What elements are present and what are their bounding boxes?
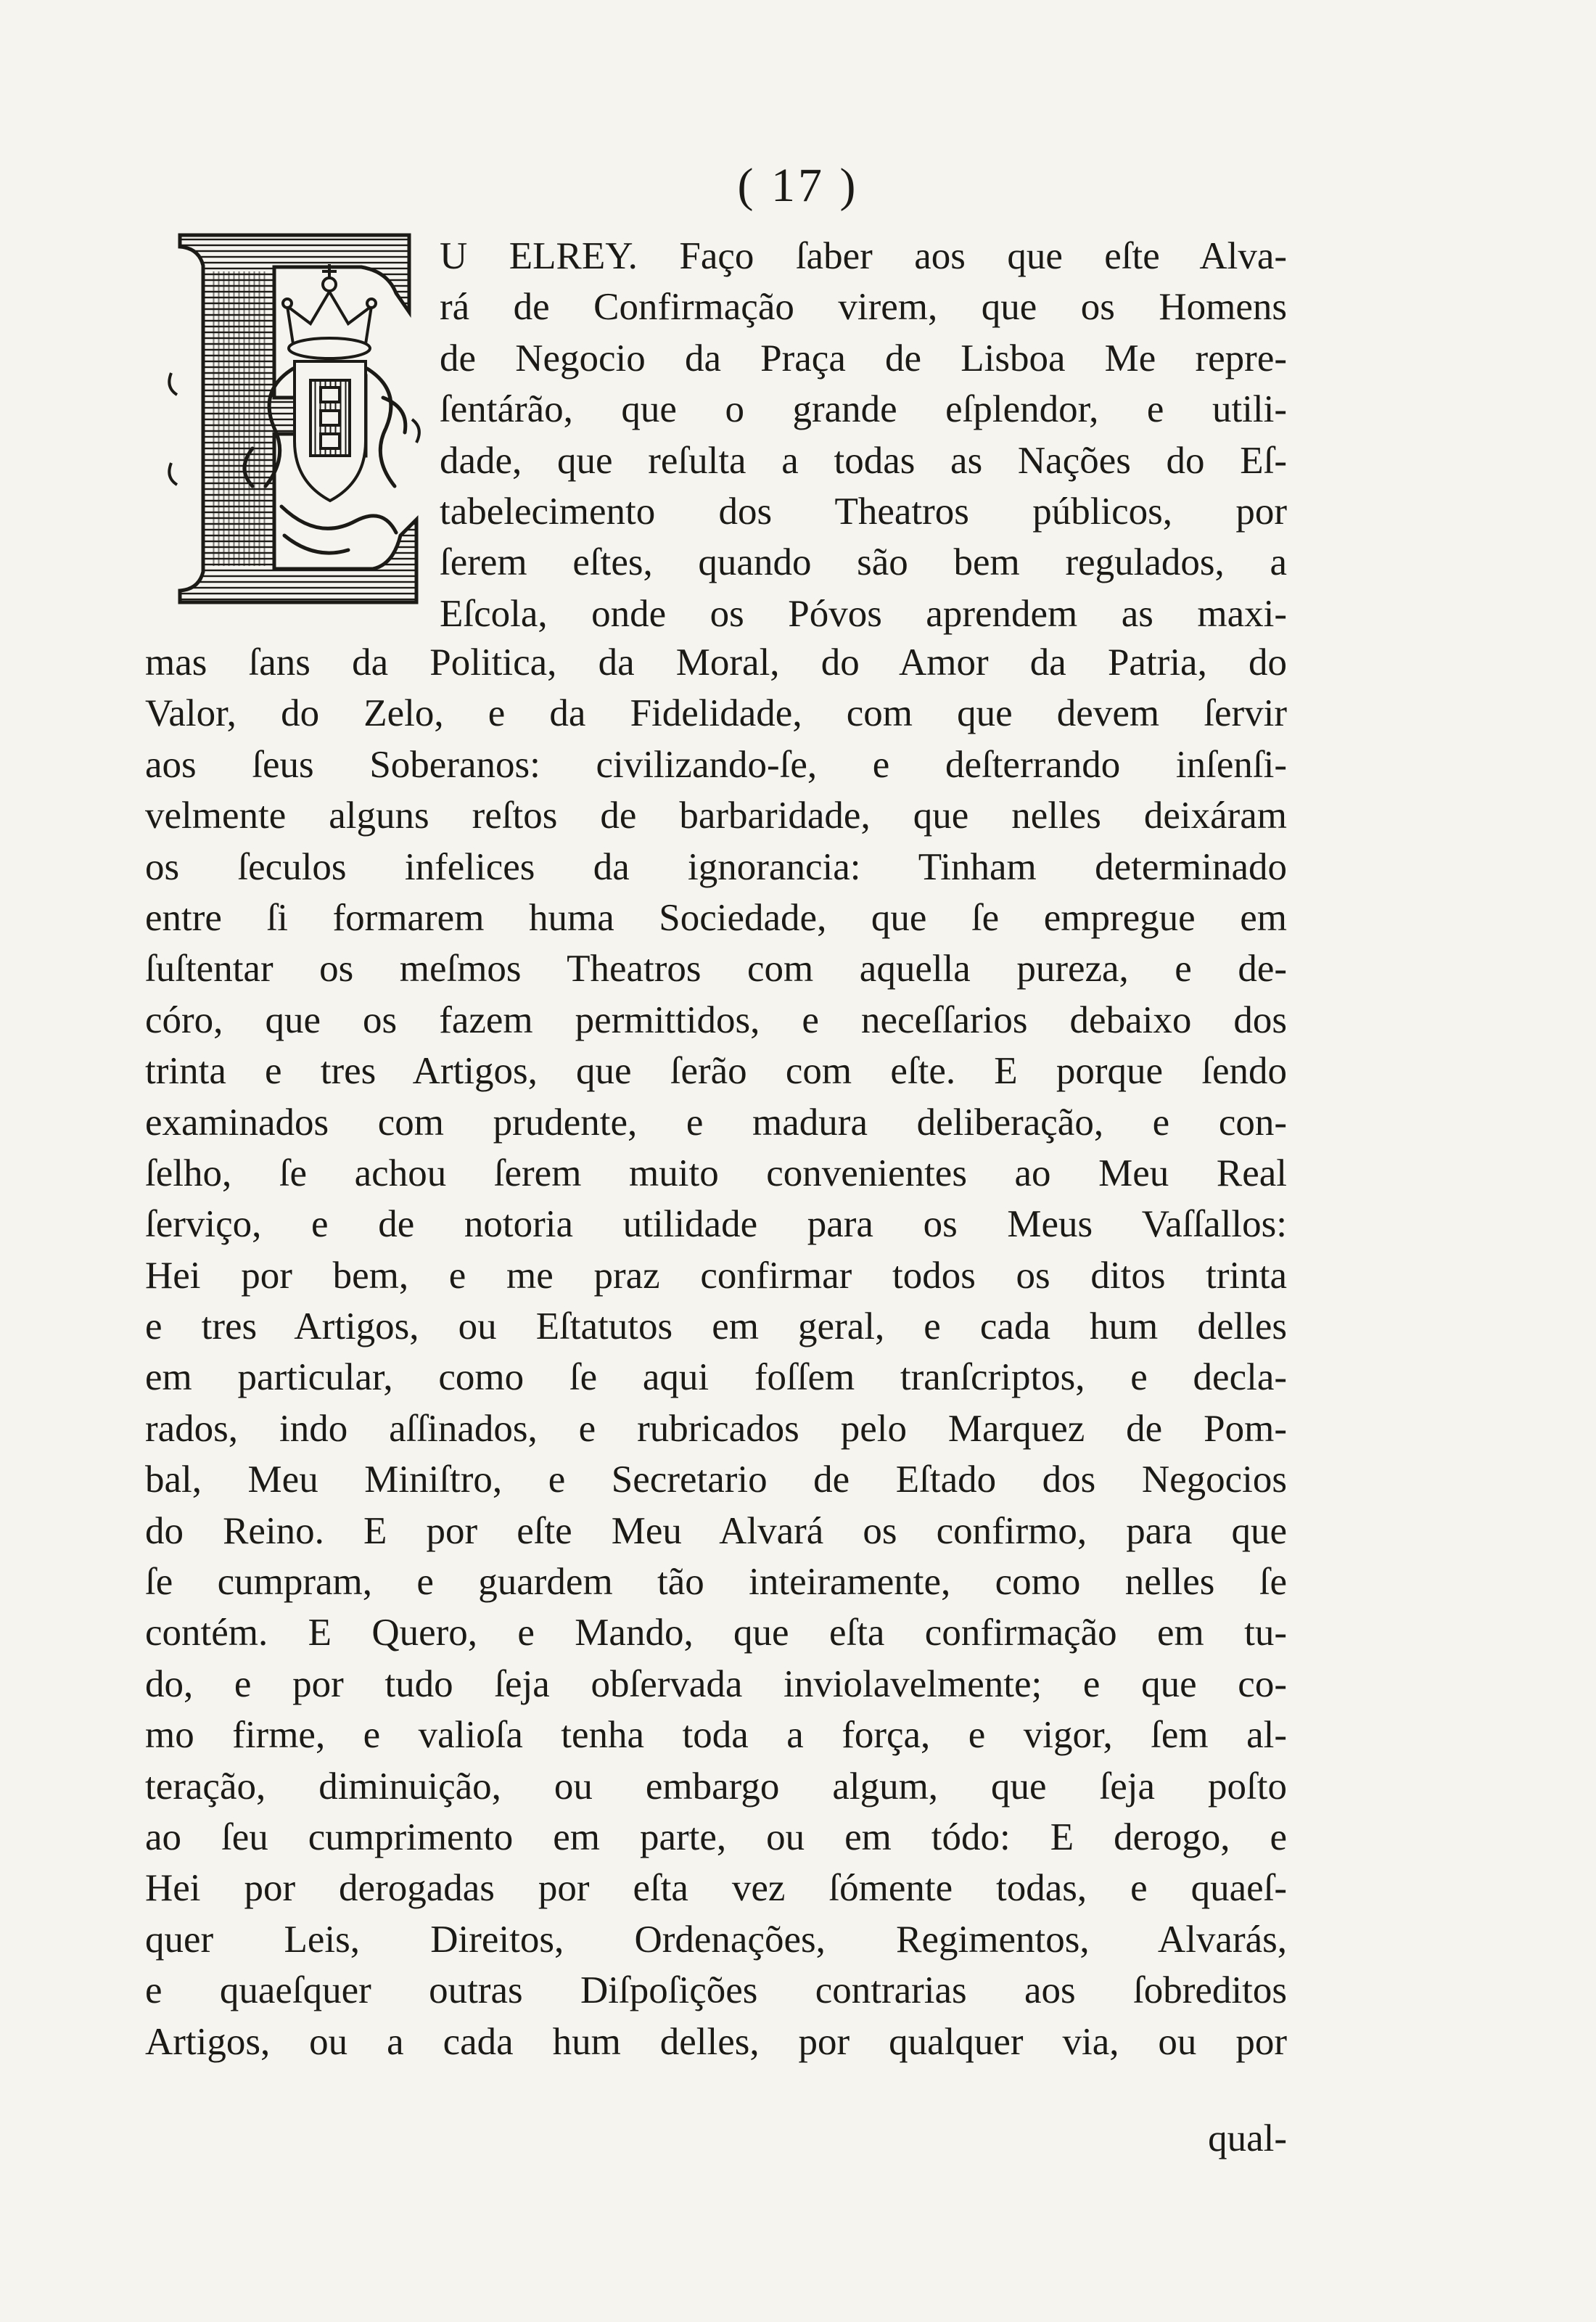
text-line: aos ſeus Soberanos: civilizando-ſe, e deſterrando inſenſi- [145,743,1287,786]
text-line: ſerviço, e de notoria utilidade para os Meus Vaſſallos: [145,1203,1287,1246]
text-line: mo firme, e valioſa tenha toda a força, e vigor, ſem al- [145,1714,1287,1757]
text-line: de Negocio da Praça de Lisboa Me repre- [440,337,1287,380]
text-line: e quaeſquer outras Diſpoſições contrarias aos ſobreditos [145,1969,1287,2012]
text-line: Valor, do Zelo, e da Fidelidade, com que devem ſervir [145,692,1287,735]
text-line: examinados com prudente, e madura deliberação, e con- [145,1101,1287,1144]
text-line: do, e por tudo ſeja obſervada inviolavelmente; e que co- [145,1662,1287,1705]
text-line: trinta e tres Artigos, que ſerão com eſte. E porque ſendo [145,1050,1287,1093]
text-line: rá de Confirmação virem, que os Homens [440,286,1287,329]
opening-lines-beside-initial [440,231,1287,639]
text-line: e tres Artigos, ou Eſtatutos em geral, e cada hum delles [145,1305,1287,1348]
text-line: do Reino. E por eſte Meu Alvará os confirmo, para que [145,1509,1287,1552]
text-line: córo, que os fazem permittidos, e neceſſarios debaixo dos [145,998,1287,1041]
decorated-initial-e [165,231,427,607]
text-line: ſelho, ſe achou ſerem muito convenientes ao Meu Real [145,1152,1287,1194]
text-line: ſerem eſtes, quando são bem regulados, a [440,541,1287,584]
text-line: dade, que reſulta a todas as Nações do Eſ- [440,439,1287,482]
body-text [145,637,1287,2067]
text-line: ſuſtentar os meſmos Theatros com aquella pureza, e de- [145,948,1287,990]
text-line: bal, Meu Miniſtro, e Secretario de Eſtado dos Negocios [145,1459,1287,1501]
ornamental-crest-icon [165,231,427,607]
text-line: ſentárão, que o grande eſplendor, e utili- [440,388,1287,431]
text-line: tabelecimento dos Theatros públicos, por [440,490,1287,533]
text-line: Artigos, ou a cada hum delles, por qualquer via, ou por [145,2020,1287,2063]
text-line: Eſcola, onde os Póvos aprendem as maxi- [440,592,1287,635]
text-line: velmente alguns reſtos de barbaridade, que nelles deixáram [145,795,1287,837]
text-line: os ſeculos infelices da ignorancia: Tinham determinado [145,845,1287,888]
text-line: Hei por derogadas por eſta vez ſómente todas, e quaeſ- [145,1867,1287,1910]
text-line: em particular, como ſe aqui foſſem tranſcriptos, e decla- [145,1356,1287,1399]
page-number: ( 17 ) [737,159,859,212]
text-line: entre ſi formarem huma Sociedade, que ſe empregue em [145,896,1287,939]
text-line: Hei por bem, e me praz confirmar todos os ditos trinta [145,1254,1287,1297]
text-line: teração, diminuição, ou embargo algum, que ſeja poſto [145,1765,1287,1808]
text-line: ao ſeu cumprimento em parte, ou em tódo: E derogo, e [145,1816,1287,1858]
catchword: qual- [1208,2117,1287,2159]
text-line: contém. E Quero, e Mando, que eſta confirmação em tu- [145,1612,1287,1654]
text-line: quer Leis, Direitos, Ordenações, Regimentos, Alvarás, [145,1918,1287,1961]
text-line: ſe cumpram, e guardem tão inteiramente, como nelles ſe [145,1561,1287,1604]
text-line: U ELREY. Faço ſaber aos que eſte Alva- [440,235,1287,277]
text-line: mas ſans da Politica, da Moral, do Amor da Patria, do [145,641,1287,684]
text-line: rados, indo aſſinados, e rubricados pelo Marquez de Pom- [145,1407,1287,1450]
